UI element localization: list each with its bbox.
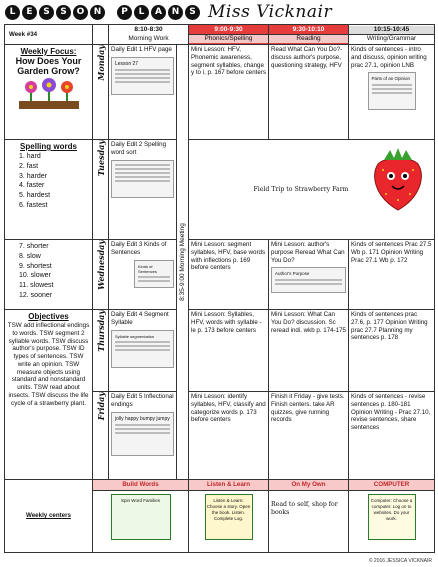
spelling-word: 6. fastest [19, 201, 48, 209]
worksheet-thumbnail: Kinds of Sentences [134, 260, 174, 288]
listen-learn-center [189, 491, 269, 553]
center-card: Computer: Choose a computer. Log on to websites. Do your work. [368, 494, 416, 540]
on-my-own-center: Read to self, shop for books [269, 491, 349, 553]
monday-phonics: Mini Lesson: HFV, Phonemic awareness, segment syllables, change y to i, p. 167 before centers [189, 45, 269, 140]
wednesday-phonics: Mini Lesson: segment syllables, HFV, base words with inflections p. 169 before centers [189, 240, 269, 310]
friday-morning-work: Daily Edit 5 Inflectional endings jolly happy bumpy jumpy [109, 392, 177, 480]
col-header-phonics: 9:00-9:30 Phonics/Spelling [189, 25, 269, 45]
wednesday-writing: Kinds of sentences Prac 27.5 Wb p. 171 Opinion Writing Prac 27.1 Wb p. 172 [349, 240, 435, 310]
spelling-word: 4. faster [19, 182, 45, 190]
spelling-word: 10. slower [19, 272, 51, 280]
worksheet-thumbnail: Author's Purpose [271, 267, 346, 293]
thursday-morning-work: Daily Edit 4 Segment Syllable Syllable segmentation [109, 310, 177, 392]
center-header-computer: COMPUTER [349, 480, 435, 491]
spelling-word: 11. slowest [19, 282, 54, 290]
strawberry-icon [368, 146, 428, 212]
day-label-monday: Monday [93, 45, 109, 140]
thursday-phonics: Mini Lesson: Syllables, HFV, words with syllable -le p. 173 before centers [189, 310, 269, 392]
build-words-center [93, 491, 189, 553]
spelling-word: 8. slow [19, 252, 41, 260]
field-trip-note: Field Trip to Strawberry Farm [189, 140, 435, 240]
lesson-plan-table [4, 24, 435, 553]
day-label-friday: Friday [93, 392, 109, 480]
center-header-build-words: Build Words [93, 480, 189, 491]
center-card: Listen & Learn: Choose a story. Open the book. Listen. Complete Log. [205, 494, 253, 540]
weekly-centers-label: Weekly centers [5, 480, 93, 553]
teacher-name: Miss Vicknair [208, 2, 333, 22]
day-label-thursday: Thursday [93, 310, 109, 392]
worksheet-thumbnail: Parts of an Opinion [368, 72, 416, 110]
thursday-reading: Mini Lesson: What Can You Do? discussion. Sc reread indi. wkb p. 174-175 [269, 310, 349, 392]
page-header [0, 0, 438, 24]
spelling-word: 3. harder [19, 172, 48, 180]
week-label: Week #34 [5, 25, 93, 45]
morning-meeting-bar: 8:35-9:00 Morning Meeting [177, 45, 189, 480]
spelling-word: 7. shorter [19, 243, 49, 250]
friday-writing: Kinds of sentences - revise sentences p. 180-181 Opinion Writing - Prac 27.10, revise sentences, share sentences [349, 392, 435, 480]
lesson-plans-logo: L E S S O N P L A N S [5, 5, 200, 20]
spelling-words: Spelling words 1. hard 2. fast 3. harder 4. faster 5. hardest 6. fastest [5, 140, 93, 240]
center-header-on-my-own: On My Own [269, 480, 349, 491]
col-header-morning-work: 8:10-8:30 Morning Work [109, 25, 189, 45]
wednesday-reading: Mini Lesson: author's purpose Reread What Can You Do? Author's Purpose [269, 240, 349, 310]
spelling-list [7, 152, 90, 211]
spelling-word: 1. hard [19, 153, 41, 160]
worksheet-thumbnail: Syllable segmentation [111, 330, 174, 368]
tuesday-morning-work: Daily Edit 2 Spelling word sort [109, 140, 177, 240]
worksheet-thumbnail: Lesson 27 [111, 57, 174, 95]
day-label-tuesday: Tuesday [93, 140, 109, 240]
day-label-wednesday: Wednesday [93, 240, 109, 310]
computer-center [349, 491, 435, 553]
spelling-word: 9. shortest [19, 262, 52, 270]
objectives: Objectives TSW add inflectional endings to words. TSW segment 2 syllable words. TSW discuss author's purpose. TSW ID types of sentences. TSW write an opinion. TSW measure objects using standard and nonstandard units. TSW read about insects. TSW discuss the life cycle of a strawberry plant. [5, 310, 93, 480]
spelling-word: 5. hardest [19, 192, 51, 200]
monday-reading: Read What Can You Do?- discuss author's purpose, questioning strategy, HFV [269, 45, 349, 140]
monday-writing: Kinds of sentences - intro and discuss, opinion writing prac 27.1, opinion LNB Parts of an Opinion [349, 45, 435, 140]
center-card: Spin Word Families [111, 494, 171, 540]
wednesday-morning-work: Daily Edit 3 Kinds of Sentences Kinds of Sentences [109, 240, 177, 310]
spelling-words-cont [5, 240, 93, 310]
copyright-footer: © 2016 JESSICA VICKNAIR [368, 558, 432, 564]
flowers-icon [19, 77, 79, 109]
friday-reading: Finish it Friday - give tests. Finish centers. take AR quizzes, give running records [269, 392, 349, 480]
worksheet-thumbnail [111, 160, 174, 198]
friday-phonics: Mini Lesson: identify syllables, HFV, classify and categorize words p. 173 before centers [189, 392, 269, 480]
col-header-writing: 10:15-10:45 Writing/Grammar [349, 25, 435, 45]
weekly-focus: Weekly Focus: How Does Your Garden Grow? [5, 45, 93, 140]
col-header-reading: 9:30-10:10 Reading [269, 25, 349, 45]
thursday-writing: Kinds of sentences prac 27.6, p. 177 Opinion Writing prac 27.7 Planning my sentences p. 178 [349, 310, 435, 392]
spelling-word: 2. fast [19, 162, 39, 170]
worksheet-thumbnail: jolly happy bumpy jumpy [111, 412, 174, 456]
monday-morning-work: Daily Edit 1 HFV page Lesson 27 [109, 45, 177, 140]
spelling-word: 12. sooner [19, 291, 53, 299]
center-header-listen-learn: Listen & Learn [189, 480, 269, 491]
